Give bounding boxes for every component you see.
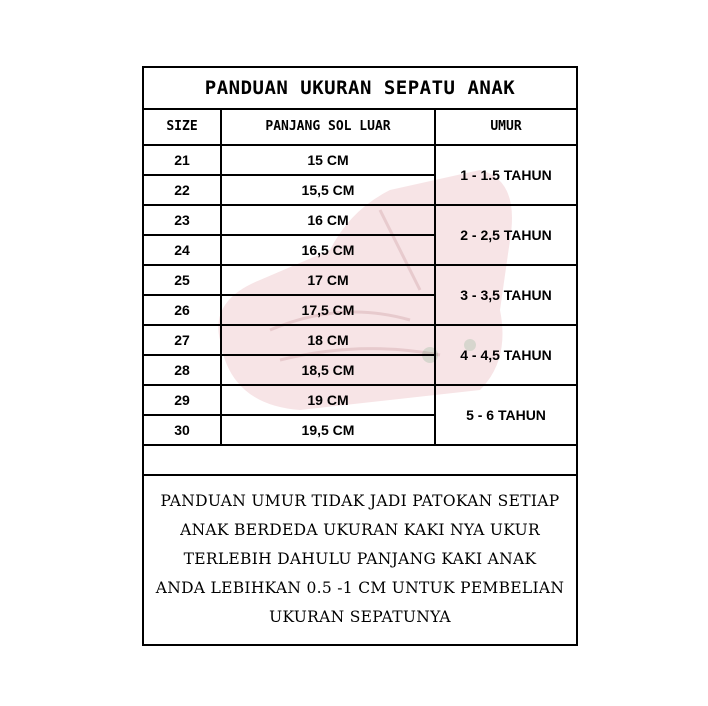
age-cell: 5 - 6 TAHUN [466,407,546,423]
size-cell: 27 [174,332,190,348]
chart-title: PANDUAN UKURAN SEPATU ANAK [144,68,576,110]
length-cell: 15,5 CM [301,182,355,198]
note-line: UKURAN SEPATUNYA [269,607,451,626]
length-cell: 19 CM [307,392,349,408]
header-length: PANJANG SOL LUAR [265,118,391,134]
size-cell: 23 [174,212,190,228]
size-cell: 26 [174,302,190,318]
length-cell: 16 CM [307,212,349,228]
note-line: TERLEBIH DAHULU PANJANG KAKI ANAK [183,549,537,568]
age-cell: 2 - 2,5 TAHUN [460,227,552,243]
length-cell: 18,5 CM [301,362,355,378]
divider [434,108,436,446]
note-line: ANAK BERDEDA UKURAN KAKI NYA UKUR [180,520,540,539]
note-line: ANDA LEBIHKAN 0.5 -1 CM UNTUK PEMBELIAN [155,578,565,597]
divider [220,108,222,446]
header-age: UMUR [490,118,522,134]
size-cell: 24 [174,242,190,258]
size-cell: 28 [174,362,190,378]
size-cell: 25 [174,272,190,288]
length-cell: 19,5 CM [301,422,355,438]
length-cell: 17,5 CM [301,302,355,318]
length-cell: 17 CM [307,272,349,288]
sizing-note [144,474,576,644]
age-cell: 3 - 3,5 TAHUN [460,287,552,303]
size-chart [142,66,578,646]
size-cell: 29 [174,392,190,408]
length-cell: 15 CM [307,152,349,168]
age-cell: 4 - 4,5 TAHUN [460,347,552,363]
note-line: PANDUAN UMUR TIDAK JADI PATOKAN SETIAP [160,491,560,510]
size-cell: 21 [174,152,190,168]
size-cell: 30 [174,422,190,438]
divider [144,444,576,446]
size-cell: 22 [174,182,190,198]
length-cell: 18 CM [307,332,349,348]
age-cell: 1 - 1.5 TAHUN [460,167,552,183]
header-size: SIZE [166,118,198,134]
length-cell: 16,5 CM [301,242,355,258]
table-header-row [144,108,576,144]
